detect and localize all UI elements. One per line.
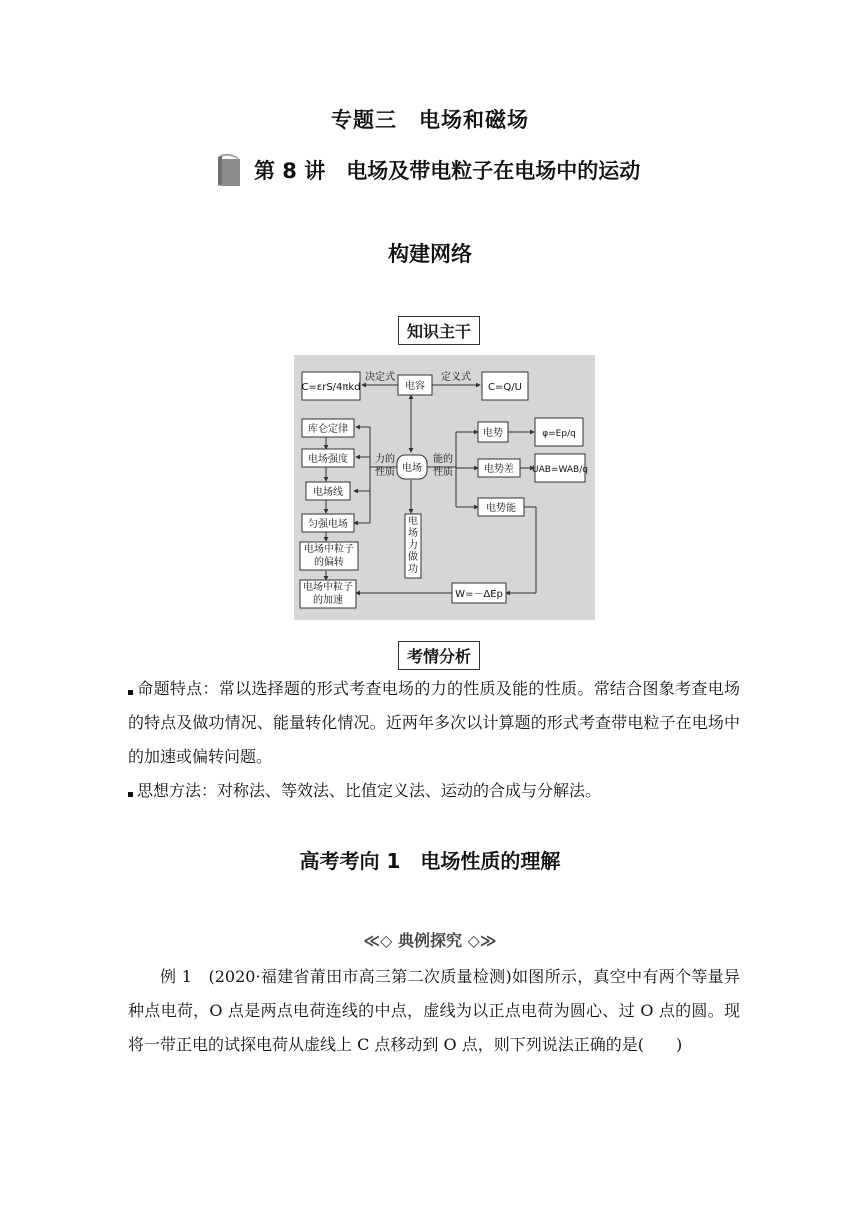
analysis-methods	[128, 774, 740, 808]
particle-deflection-node: 电场中粒子的偏转	[304, 544, 354, 568]
electric-field-node: 电场	[402, 463, 422, 474]
potential-difference-node: 电势差	[484, 464, 514, 475]
explore-banner	[0, 928, 860, 951]
analysis-features	[128, 672, 740, 774]
double-chevron-left-icon: ≪◇	[363, 931, 393, 950]
potential-energy-node: 电势能	[486, 503, 516, 514]
knowledge-label: 知识主干	[398, 316, 480, 345]
knowledge-network-diagram	[294, 355, 595, 620]
analysis-features-text: 命题特点：常以选择题的形式考查电场的力的性质及能的性质。常结合图象考查电场的特点及做功情况、能量转化情况。近两年多次以计算题的形式考查带电粒子在电场中的加速或偏转问题。	[128, 679, 740, 766]
lesson-title-row	[216, 150, 640, 190]
potential-formula: φ=Ep/q	[542, 429, 576, 439]
book-icon	[216, 153, 242, 187]
energy-property-label: 能的性质	[433, 454, 453, 478]
particle-acceleration-node: 电场中粒子的加速	[303, 582, 353, 606]
analysis-methods-text: 思想方法：对称法、等效法、比值定义法、运动的合成与分解法。	[137, 781, 602, 800]
field-force-work-node: 电场力做功	[408, 516, 418, 575]
field-lines-node: 电场线	[313, 487, 343, 498]
section-title: 构建网络	[388, 242, 472, 266]
force-property-label: 力的性质	[375, 454, 395, 478]
analysis-label: 考情分析	[398, 641, 480, 670]
double-chevron-right-icon: ◇≫	[467, 931, 497, 950]
work-formula: W=－ΔEp	[455, 589, 503, 600]
coulomb-law-node: 库仑定律	[308, 424, 348, 435]
direction-title: 高考考向 1 电场性质的理解	[299, 849, 561, 873]
uniform-field-node: 匀强电场	[308, 519, 348, 530]
definition-label: 定义式	[441, 372, 471, 383]
potential-difference-formula: UAB=WAB/q	[532, 465, 588, 475]
potential-node: 电势	[483, 428, 503, 439]
explore-label: 典例探究	[397, 931, 462, 950]
field-strength-node: 电场强度	[308, 454, 348, 465]
capacitance-decision-formula: C=εrS/4πkd	[301, 382, 361, 393]
bullet-icon	[128, 792, 133, 797]
topic-title: 专题三 电场和磁场	[331, 108, 529, 132]
decision-label: 决定式	[365, 372, 395, 383]
capacitance-definition-formula: C=Q/U	[488, 382, 522, 393]
bullet-icon	[128, 690, 133, 695]
example-1: 例 1 (2020·福建省莆田市高三第二次质量检测)如图所示，真空中有两个等量异种点电荷，O 点是两点电荷连线的中点，虚线为以正点电荷为圆心、过 O 点的圆。现将一带正电的试探电荷从虚线上 C 点移动到 O 点，则下列说法正确的是( )	[128, 967, 740, 1054]
capacitor-node: 电容	[405, 381, 425, 392]
lesson-title: 第 8 讲 电场及带电粒子在电场中的运动	[254, 159, 641, 183]
